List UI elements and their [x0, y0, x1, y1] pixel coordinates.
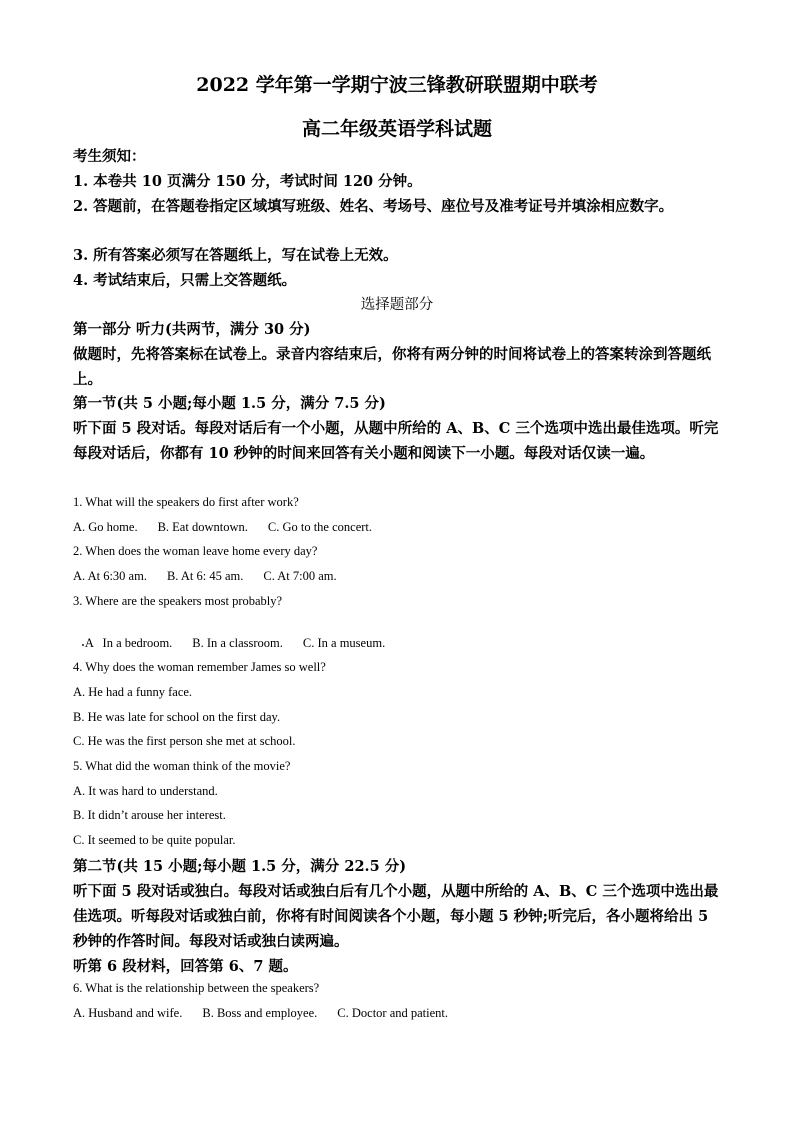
question-6-options — [73, 1006, 468, 1021]
option-b: B. Eat downtown. — [157, 520, 248, 534]
option-c: C. At 7:00 am. — [263, 569, 337, 583]
sec2-instruction: 听下面 5 段对话或独白。每段对话或独白后有几个小题，从题中所给的 A、B、C 三个选项中选出最佳选项。听每段对话或独白前，你将有时间阅读各个小题，每小题 5 秒钟;听完后，各小题将给出 5 秒钟的作答时间。每段对话或独白读两遍。 — [73, 883, 719, 950]
option-a: A. He had a funny face. — [73, 685, 193, 699]
question-1-options — [73, 520, 392, 535]
option-c: C. Go to the concert. — [267, 520, 372, 534]
option-a: A. At 6:30 am. — [73, 569, 147, 583]
option-b: B. Boss and employee. — [202, 1006, 318, 1020]
exam-title: 2022 学年第一学期宁波三锋教研联盟期中联考 — [196, 74, 598, 96]
option-a: A. It was hard to understand. — [73, 784, 218, 798]
option-c: C. He was the first person she met at school. — [73, 734, 296, 748]
option-b: B. He was late for school on the first day. — [73, 710, 281, 724]
notice-item: 3. 所有答案必须写在答题纸上，写在试卷上无效。 — [73, 247, 398, 264]
question-2: 2. When does the woman leave home every day? — [73, 544, 318, 558]
part1-instruction: 做题时，先将答案标在试卷上。录音内容结束后，你将有两分钟的时间将试卷上的答案转涂到答题纸上。 — [73, 346, 711, 388]
sec1-instruction: 听下面 5 段对话。每段对话后有一个小题，从题中所给的 A、B、C 三个选项中选出最佳选项。听完每段对话后，你都有 10 秒钟的时间来回答有关小题和阅读下一小题。每段对话仅读一遍。 — [73, 420, 719, 462]
exam-subtitle: 高二年级英语学科试题 — [301, 118, 492, 140]
option-b: B. It didn’t arouse her interest. — [73, 808, 226, 822]
option-a: A. Go home. — [73, 520, 138, 534]
sec2-heading: 第二节(共 15 小题;每小题 1.5 分，满分 22.5 分) — [73, 858, 407, 875]
stray-mark — [82, 644, 84, 646]
option-c: C. It seemed to be quite popular. — [73, 833, 236, 847]
notice-item: 2. 答题前，在答题卷指定区域填写班级、姓名、考场号、座位号及准考证号并填涂相应数字。 — [73, 198, 674, 215]
sec2-material: 听第 6 段材料，回答第 6、7 题。 — [73, 958, 298, 975]
question-4: 4. Why does the woman remember James so well? — [73, 660, 326, 674]
sec1-heading: 第一节(共 5 小题;每小题 1.5 分，满分 7.5 分) — [73, 395, 386, 412]
question-2-options — [73, 569, 357, 584]
notice-label: 考生须知： — [73, 148, 146, 165]
question-5: 5. What did the woman think of the movie? — [73, 759, 291, 773]
option-b: B. At 6: 45 am. — [166, 569, 244, 583]
question-1: 1. What will the speakers do first after work? — [73, 495, 299, 509]
option-a: A. Husband and wife. — [73, 1006, 183, 1020]
question-6: 6. What is the relationship between the speakers? — [73, 981, 320, 995]
notice-item: 1. 本卷共 10 页满分 150 分，考试时间 120 分钟。 — [73, 173, 422, 190]
option-b: B. In a classroom. — [192, 636, 283, 650]
question-3: 3. Where are the speakers most probably? — [73, 594, 283, 608]
option-c: C. Doctor and patient. — [337, 1006, 449, 1020]
part1-heading: 第一部分 听力(共两节，满分 30 分) — [73, 321, 311, 338]
option-c: C. In a museum. — [302, 636, 386, 650]
section-heading: 选择题部分 — [360, 297, 434, 313]
option-a: A In a bedroom. — [84, 636, 173, 650]
notice-item: 4. 考试结束后，只需上交答题纸。 — [73, 272, 297, 289]
